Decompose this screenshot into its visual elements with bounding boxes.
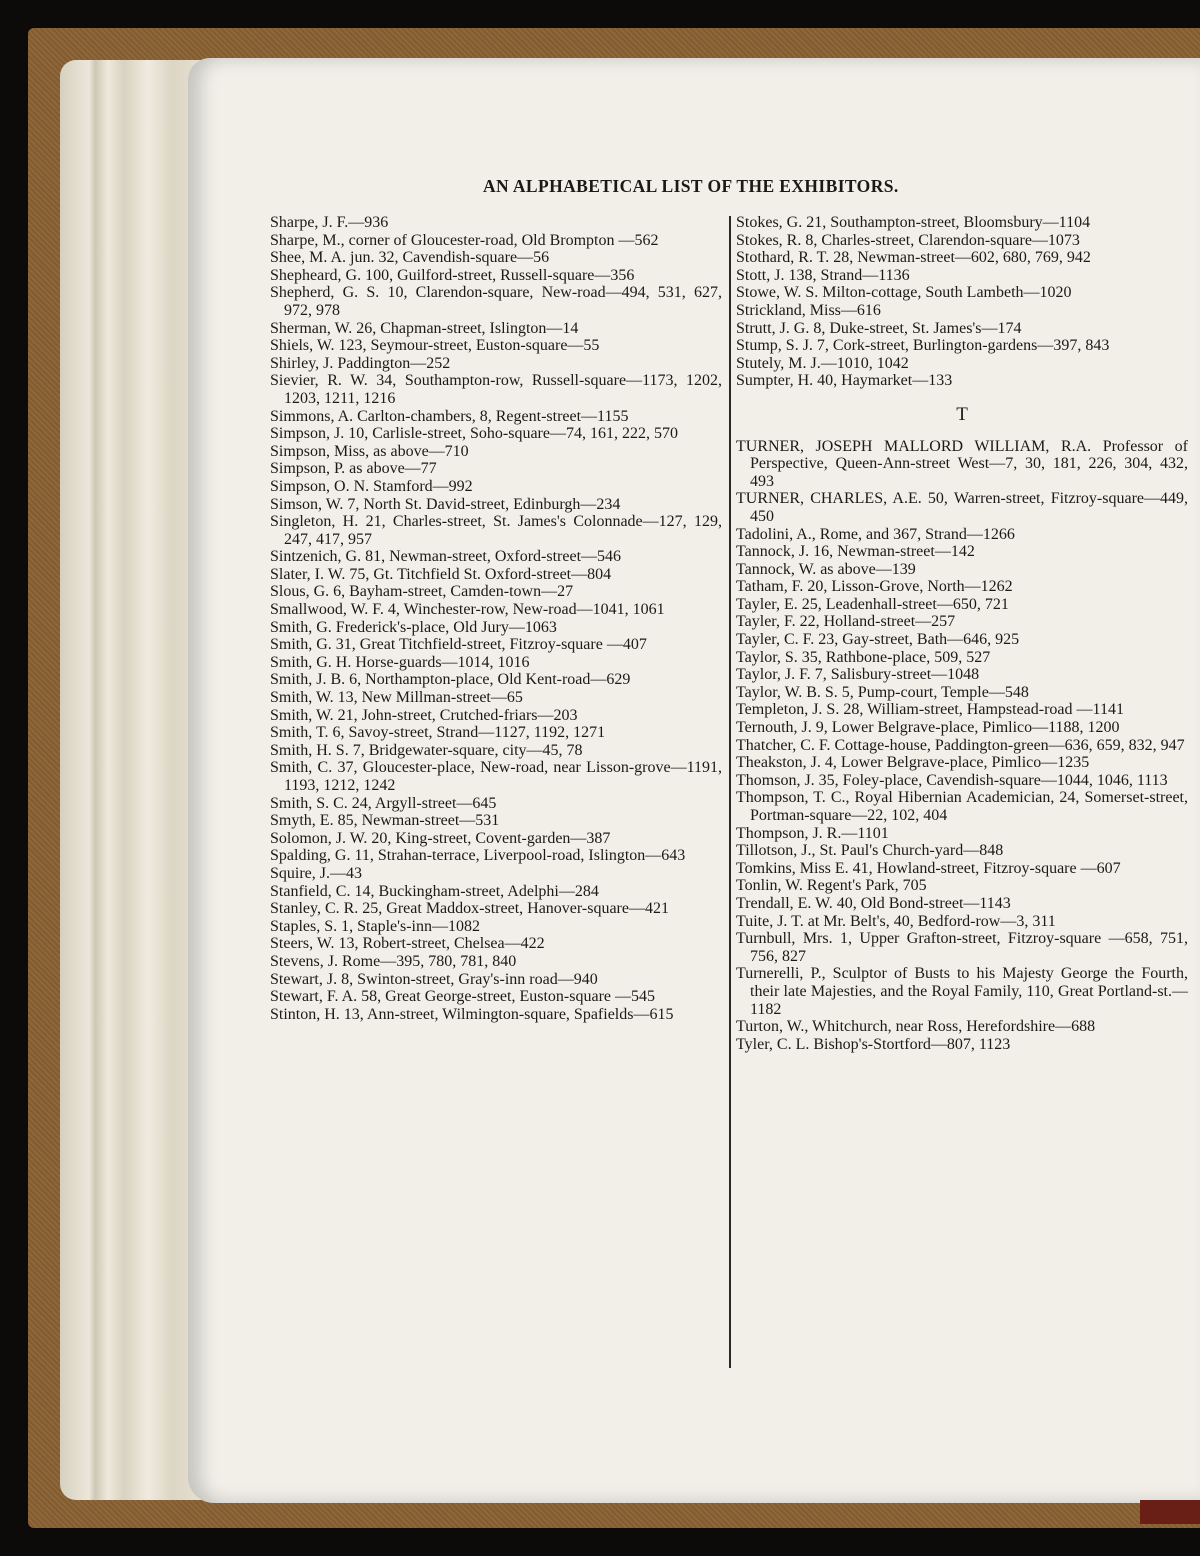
list-item: Tayler, E. 25, Leadenhall-street—650, 721 <box>736 595 1009 613</box>
list-item: Thatcher, C. F. Cottage-house, Paddington-green—636, 659, 832, 947 <box>736 736 1185 754</box>
list-item: Taylor, S. 35, Rathbone-place, 509, 527 <box>736 648 991 666</box>
list-item: Stokes, G. 21, Southampton-street, Bloomsbury—1104 <box>736 214 1091 231</box>
list-item: Theakston, J. 4, Lower Belgrave-place, Pimlico—1235 <box>736 754 1090 772</box>
list-item: Simpson, Miss, as above—710 <box>270 442 469 460</box>
list-item: Stinton, H. 13, Ann-street, Wilmington-square, Spafields—615 <box>270 1005 674 1023</box>
list-item: Trendall, E. W. 40, Old Bond-street—1143 <box>736 894 1011 912</box>
list-item: Smyth, E. 85, Newman-street—531 <box>270 812 500 830</box>
list-item: Tonlin, W. Regent's Park, 705 <box>736 877 927 895</box>
list-item: Slater, I. W. 75, Gt. Titchfield St. Oxford-street—804 <box>270 565 612 583</box>
list-item: Sievier, R. W. 34, Southampton-row, Russell-square—1173, 1202, 1203, 1211, 1216 <box>270 372 722 407</box>
list-item: Steers, W. 13, Robert-street, Chelsea—422 <box>270 935 545 953</box>
list-item: Tomkins, Miss E. 41, Howland-street, Fitzroy-square —607 <box>736 859 1121 877</box>
list-item: Smith, W. 21, John-street, Crutched-friars—203 <box>270 706 578 724</box>
list-item: Spalding, G. 11, Strahan-terrace, Liverpool-road, Islington—643 <box>270 847 686 865</box>
list-item: Strickland, Miss—616 <box>736 301 881 319</box>
list-item: Shiels, W. 123, Seymour-street, Euston-square—55 <box>270 337 600 355</box>
list-item: Tuite, J. T. at Mr. Belt's, 40, Bedford-row—3, 311 <box>736 912 1056 930</box>
column-divider <box>729 216 731 1368</box>
list-item: Taylor, W. B. S. 5, Pump-court, Temple—548 <box>736 683 1029 701</box>
list-item: Templeton, J. S. 28, William-street, Hampstead-road —1141 <box>736 701 1124 719</box>
list-item: Singleton, H. 21, Charles-street, St. James's Colonnade—127, 129, 247, 417, 957 <box>270 513 722 548</box>
list-item: Simpson, O. N. Stamford—992 <box>270 477 473 495</box>
list-item: Tayler, C. F. 23, Gay-street, Bath—646, 925 <box>736 631 1020 649</box>
list-item: Staples, S. 1, Staple's-inn—1082 <box>270 917 480 935</box>
list-item: Turnbull, Mrs. 1, Upper Grafton-street, Fitzroy-square —658, 751, 756, 827 <box>736 930 1188 965</box>
ribbon-bookmark <box>1140 1500 1200 1524</box>
list-item: TURNER, CHARLES, A.E. 50, Warren-street, Fitzroy-square—449, 450 <box>736 490 1188 525</box>
list-item: Stokes, R. 8, Charles-street, Clarendon-square—1073 <box>736 231 1080 249</box>
list-item: Stevens, J. Rome—395, 780, 781, 840 <box>270 952 517 970</box>
list-item: Tadolini, A., Rome, and 367, Strand—1266 <box>736 525 1015 543</box>
list-item: Simpson, P. as above—77 <box>270 460 437 478</box>
list-item: Tayler, F. 22, Holland-street—257 <box>736 613 956 631</box>
list-item: Turnerelli, P., Sculptor of Busts to his Majesty George the Fourth, their late Majesties, and the Royal Family, 110, Great Portland-st.—1182 <box>736 965 1188 1018</box>
list-item: Sharpe, J. F.—936 <box>270 214 389 231</box>
list-item: Stothard, R. T. 28, Newman-street—602, 680, 769, 942 <box>736 249 1091 267</box>
list-item: Simson, W. 7, North St. David-street, Edinburgh—234 <box>270 495 621 513</box>
list-item: Thompson, T. C., Royal Hibernian Academician, 24, Somerset-street, Portman-square—22, 102, 404 <box>736 789 1188 824</box>
list-item: TURNER, JOSEPH MALLORD WILLIAM, R.A. Professor of Perspective, Queen-Ann-street West—7, 30, 181, 226, 304, 432, 493 <box>736 437 1188 490</box>
list-item: Stanfield, C. 14, Buckingham-street, Adelphi—284 <box>270 882 599 900</box>
list-item: Shee, M. A. jun. 32, Cavendish-square—56 <box>270 249 550 267</box>
list-item: Smith, G. Frederick's-place, Old Jury—1063 <box>270 618 557 636</box>
list-item: Shirley, J. Paddington—252 <box>270 354 451 372</box>
list-item: Sintzenich, G. 81, Newman-street, Oxford-street—546 <box>270 548 622 566</box>
list-item: Tatham, F. 20, Lisson-Grove, North—1262 <box>736 578 1013 596</box>
list-item: Squire, J.—43 <box>270 864 362 882</box>
list-item: Taylor, J. F. 7, Salisbury-street—1048 <box>736 666 980 684</box>
list-item: Stutely, M. J.—1010, 1042 <box>736 354 909 372</box>
list-item: Tannock, W. as above—139 <box>736 560 916 578</box>
list-item: Slous, G. 6, Bayham-street, Camden-town—27 <box>270 583 574 601</box>
list-item: Smith, H. S. 7, Bridgewater-square, city—45, 78 <box>270 741 583 759</box>
right-column <box>736 214 1188 1053</box>
list-item: Turton, W., Whitchurch, near Ross, Herefordshire—688 <box>736 1018 1096 1036</box>
list-item: Tannock, J. 16, Newman-street—142 <box>736 543 975 561</box>
list-item: Stanley, C. R. 25, Great Maddox-street, Hanover-square—421 <box>270 900 669 918</box>
list-item: Smith, G. 31, Great Titchfield-street, Fitzroy-square —407 <box>270 636 647 654</box>
list-item: Smith, G. H. Horse-guards—1014, 1016 <box>270 653 530 671</box>
list-item: Smith, T. 6, Savoy-street, Strand—1127, 1192, 1271 <box>270 724 606 742</box>
list-item: Tillotson, J., St. Paul's Church-yard—848 <box>736 842 1004 860</box>
list-item: Smith, W. 13, New Millman-street—65 <box>270 689 523 707</box>
section-letter: T <box>956 403 968 425</box>
page-title: AN ALPHABETICAL LIST OF THE EXHIBITORS. <box>483 176 899 196</box>
list-item: Simpson, J. 10, Carlisle-street, Soho-square—74, 161, 222, 570 <box>270 425 678 443</box>
list-item: Thompson, J. R.—1101 <box>736 824 889 842</box>
list-item: Shepherd, G. S. 10, Clarendon-square, New-road—494, 531, 627, 972, 978 <box>270 284 722 319</box>
list-item: Thomson, J. 35, Foley-place, Cavendish-square—1044, 1046, 1113 <box>736 771 1168 789</box>
list-item: Solomon, J. W. 20, King-street, Covent-garden—387 <box>270 829 611 847</box>
list-item: Sherman, W. 26, Chapman-street, Islington—14 <box>270 319 579 337</box>
list-item: Sharpe, M., corner of Gloucester-road, Old Brompton —562 <box>270 231 659 249</box>
list-item: Strutt, J. G. 8, Duke-street, St. James's—174 <box>736 319 1022 337</box>
list-item: Simmons, A. Carlton-chambers, 8, Regent-street—1155 <box>270 407 629 425</box>
list-item: Smith, C. 37, Gloucester-place, New-road, near Lisson-grove—1191, 1193, 1212, 1242 <box>270 759 722 794</box>
list-item: Stott, J. 138, Strand—1136 <box>736 266 910 284</box>
list-item: Stewart, F. A. 58, Great George-street, Euston-square —545 <box>270 988 655 1006</box>
left-column <box>270 214 722 1023</box>
list-item: Sumpter, H. 40, Haymarket—133 <box>736 372 953 390</box>
list-item: Stowe, W. S. Milton-cottage, South Lambeth—1020 <box>736 284 1072 302</box>
list-item: Smallwood, W. F. 4, Winchester-row, New-road—1041, 1061 <box>270 601 665 619</box>
list-item: Smith, S. C. 24, Argyll-street—645 <box>270 794 497 812</box>
list-item: Stump, S. J. 7, Cork-street, Burlington-gardens—397, 843 <box>736 337 1110 355</box>
list-item: Tyler, C. L. Bishop's-Stortford—807, 1123 <box>736 1035 1011 1053</box>
list-item: Stewart, J. 8, Swinton-street, Gray's-inn road—940 <box>270 970 598 988</box>
list-item: Smith, J. B. 6, Northampton-place, Old Kent-road—629 <box>270 671 631 689</box>
list-item: Shepheard, G. 100, Guilford-street, Russell-square—356 <box>270 266 635 284</box>
list-item: Ternouth, J. 9, Lower Belgrave-place, Pimlico—1188, 1200 <box>736 719 1120 737</box>
